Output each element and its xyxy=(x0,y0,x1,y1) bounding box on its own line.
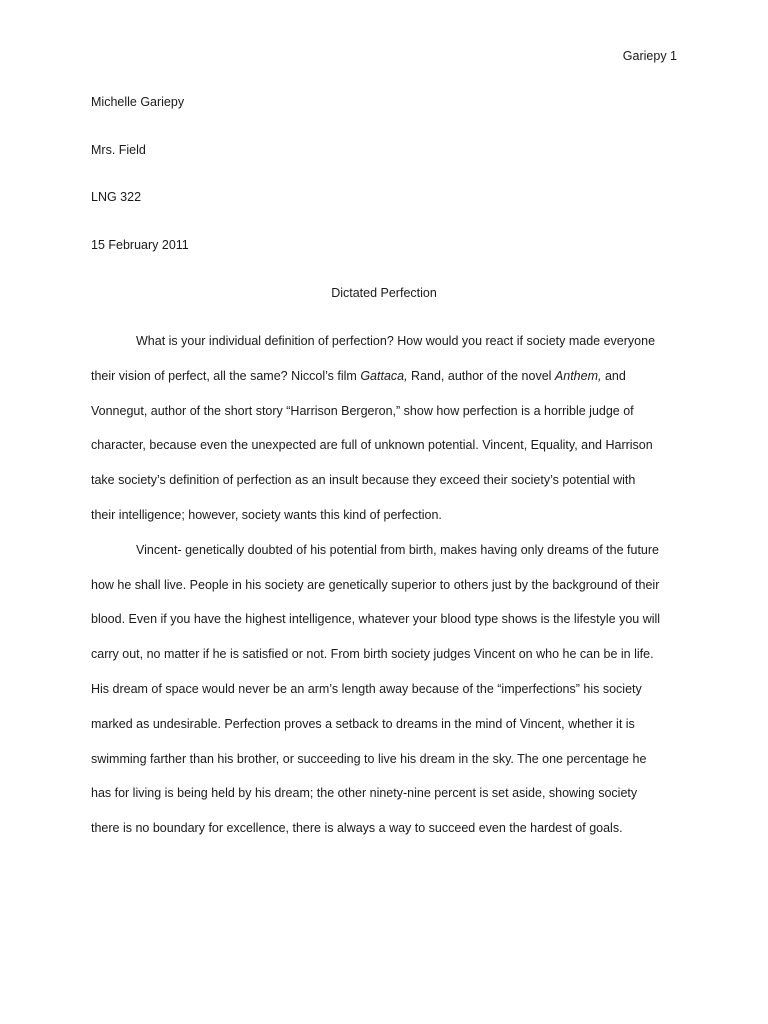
essay-title: Dictated Perfection xyxy=(331,286,437,300)
text-run: and xyxy=(601,368,626,383)
running-head: Gariepy 1 xyxy=(622,49,677,63)
text-run: their vision of perfect, all the same? Niccol’s film xyxy=(91,368,361,383)
paragraph-line: how he shall live. People in his society are genetically superior to others just by the background of their xyxy=(91,577,660,592)
paragraph-line: has for living is being held by his dream; the other ninety-nine percent is set aside, showing society xyxy=(91,786,638,801)
mla-heading xyxy=(91,92,681,282)
paragraph-line: blood. Even if you have the highest intelligence, whatever your blood type shows is the lifestyle you will xyxy=(91,612,661,627)
instructor-name: Mrs. Field xyxy=(91,142,146,157)
paragraph-line: What is your individual definition of perfection? How would you react if society made everyone xyxy=(136,334,656,348)
paragraph-line: carry out, no matter if he is satisfied or not. From birth society judges Vincent on who he can be in life. xyxy=(91,647,654,662)
paragraph-line: Vonnegut, author of the short story “Harrison Bergeron,” show how perfection is a horrible judge of xyxy=(91,403,634,418)
paragraph-line: swimming farther than his brother, or succeeding to live his dream in the sky. The one percentage he xyxy=(91,751,647,766)
paragraph-line: marked as undesirable. Perfection proves a setback to dreams in the mind of Vincent, whether it is xyxy=(91,716,635,731)
paragraph-1 xyxy=(91,331,681,525)
student-name: Michelle Gariepy xyxy=(91,95,185,109)
film-title: Gattaca, xyxy=(360,368,408,383)
paragraph-line xyxy=(91,366,681,386)
paragraph-line: there is no boundary for excellence, there is always a way to succeed even the hardest of goals. xyxy=(91,821,623,836)
novel-title: Anthem, xyxy=(554,368,602,383)
paragraph-line: take society’s definition of perfection as an insult because they exceed their society’s potential with xyxy=(91,473,636,488)
course-name: LNG 322 xyxy=(91,190,142,205)
paragraph-line: Vincent- genetically doubted of his potential from birth, makes having only dreams of the future xyxy=(136,542,659,557)
paragraph-line: character, because even the unexpected are full of unknown potential. Vincent, Equality, and Harrison xyxy=(91,438,653,453)
paragraph-line: His dream of space would never be an arm’s length away because of the “imperfections” his society xyxy=(91,681,642,696)
essay-date: 15 February 2011 xyxy=(91,237,189,252)
paragraph-line: their intelligence; however, society wants this kind of perfection. xyxy=(91,507,442,522)
paragraph-2 xyxy=(91,540,681,838)
text-run: Rand, author of the novel xyxy=(407,368,555,383)
essay-body xyxy=(91,331,681,853)
